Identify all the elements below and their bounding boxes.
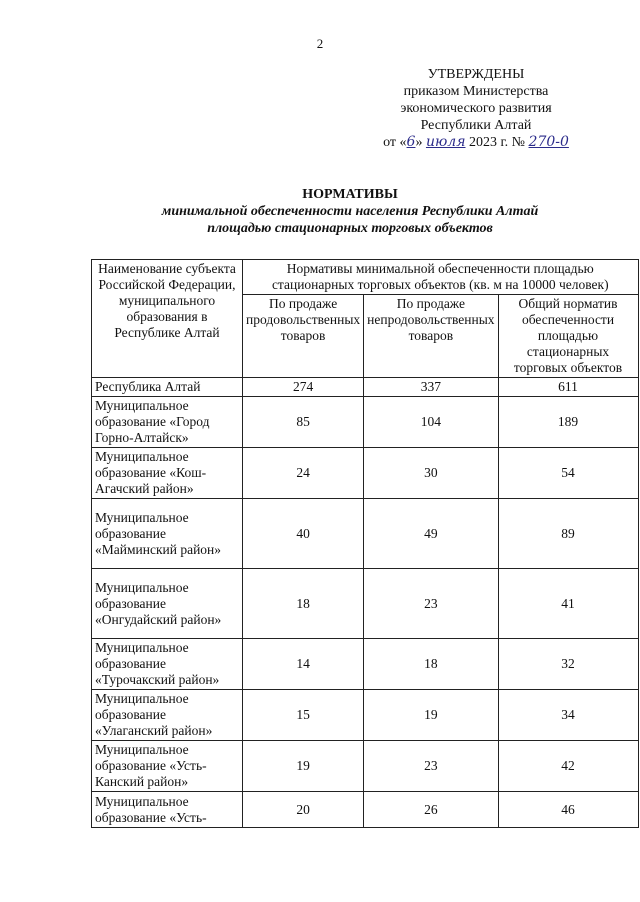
- row-nonfood-value: 23: [364, 569, 498, 639]
- row-name: Муниципальное образование «Кош-Агачский район»: [92, 448, 243, 499]
- row-total-value: 89: [498, 499, 638, 569]
- row-total-value: 41: [498, 569, 638, 639]
- date-suffix: 2023 г. №: [465, 135, 529, 150]
- row-nonfood-value: 18: [364, 639, 498, 690]
- table-row: [92, 448, 639, 499]
- row-food-value: 40: [243, 499, 364, 569]
- row-total-value: 54: [498, 448, 638, 499]
- header-subject-name: Наименование субъекта Российской Федерации, муниципального образования в Республике Алтай: [92, 260, 243, 378]
- approval-line-1: УТВЕРЖДЕНЫ: [427, 67, 525, 82]
- row-total-value: 46: [498, 792, 638, 828]
- row-name: Муниципальное образование «Улаганский район»: [92, 690, 243, 741]
- table-body: [92, 378, 639, 828]
- approval-date-line: [360, 134, 592, 151]
- row-food-value: 85: [243, 397, 364, 448]
- approval-stamp: [360, 66, 592, 151]
- row-name: Республика Алтай: [92, 378, 243, 397]
- table-row: [92, 397, 639, 448]
- row-food-value: 14: [243, 639, 364, 690]
- row-nonfood-value: 337: [364, 378, 498, 397]
- header-norms-group: Нормативы минимальной обеспеченности площадью стационарных торговых объектов (кв. м на 10000 человек): [243, 260, 639, 295]
- handwritten-month: июля: [425, 134, 466, 150]
- row-food-value: 274: [243, 378, 364, 397]
- row-total-value: 32: [498, 639, 638, 690]
- table-row: [92, 741, 639, 792]
- date-mid: »: [415, 135, 426, 150]
- table-header-row-1: [92, 260, 639, 295]
- date-prefix: от «: [383, 135, 407, 150]
- title-subtitle-1: минимальной обеспеченности населения Республики Алтай: [161, 204, 539, 219]
- table-row: [92, 378, 639, 397]
- row-nonfood-value: 26: [364, 792, 498, 828]
- handwritten-order-number: 270-0: [528, 134, 569, 150]
- row-nonfood-value: 30: [364, 448, 498, 499]
- row-name: Муниципальное образование «Турочакский район»: [92, 639, 243, 690]
- approval-line-4: Республики Алтай: [420, 118, 532, 133]
- row-food-value: 20: [243, 792, 364, 828]
- approval-line-2: приказом Министерства: [403, 84, 549, 99]
- row-nonfood-value: 49: [364, 499, 498, 569]
- row-name: Муниципальное образование «Онгудайский район»: [92, 569, 243, 639]
- row-food-value: 24: [243, 448, 364, 499]
- handwritten-day: 6: [406, 134, 416, 150]
- row-name: Муниципальное образование «Майминский район»: [92, 499, 243, 569]
- table-row: [92, 569, 639, 639]
- row-nonfood-value: 23: [364, 741, 498, 792]
- row-name: Муниципальное образование «Усть-Канский район»: [92, 741, 243, 792]
- header-food: По продаже продовольственных товаров: [243, 295, 364, 378]
- row-nonfood-value: 104: [364, 397, 498, 448]
- row-food-value: 15: [243, 690, 364, 741]
- table-row: [92, 639, 639, 690]
- row-total-value: 42: [498, 741, 638, 792]
- header-nonfood: По продаже непродовольственных товаров: [364, 295, 498, 378]
- row-food-value: 19: [243, 741, 364, 792]
- header-total: Общий норматив обеспеченности площадью стационарных торговых объектов: [498, 295, 638, 378]
- row-total-value: 34: [498, 690, 638, 741]
- title-subtitle-2: площадью стационарных торговых объектов: [207, 221, 493, 236]
- approval-line-3: экономического развития: [400, 101, 552, 116]
- row-total-value: 189: [498, 397, 638, 448]
- row-food-value: 18: [243, 569, 364, 639]
- table-row: [92, 499, 639, 569]
- row-nonfood-value: 19: [364, 690, 498, 741]
- document-title: [60, 186, 640, 237]
- row-name: Муниципальное образование «Город Горно-Алтайск»: [92, 397, 243, 448]
- row-name: Муниципальное образование «Усть-: [92, 792, 243, 828]
- page-number: 2: [316, 36, 324, 51]
- row-total-value: 611: [498, 378, 638, 397]
- table-row: [92, 792, 639, 828]
- table-row: [92, 690, 639, 741]
- norms-table: [91, 259, 639, 828]
- title-main: НОРМАТИВЫ: [302, 187, 398, 202]
